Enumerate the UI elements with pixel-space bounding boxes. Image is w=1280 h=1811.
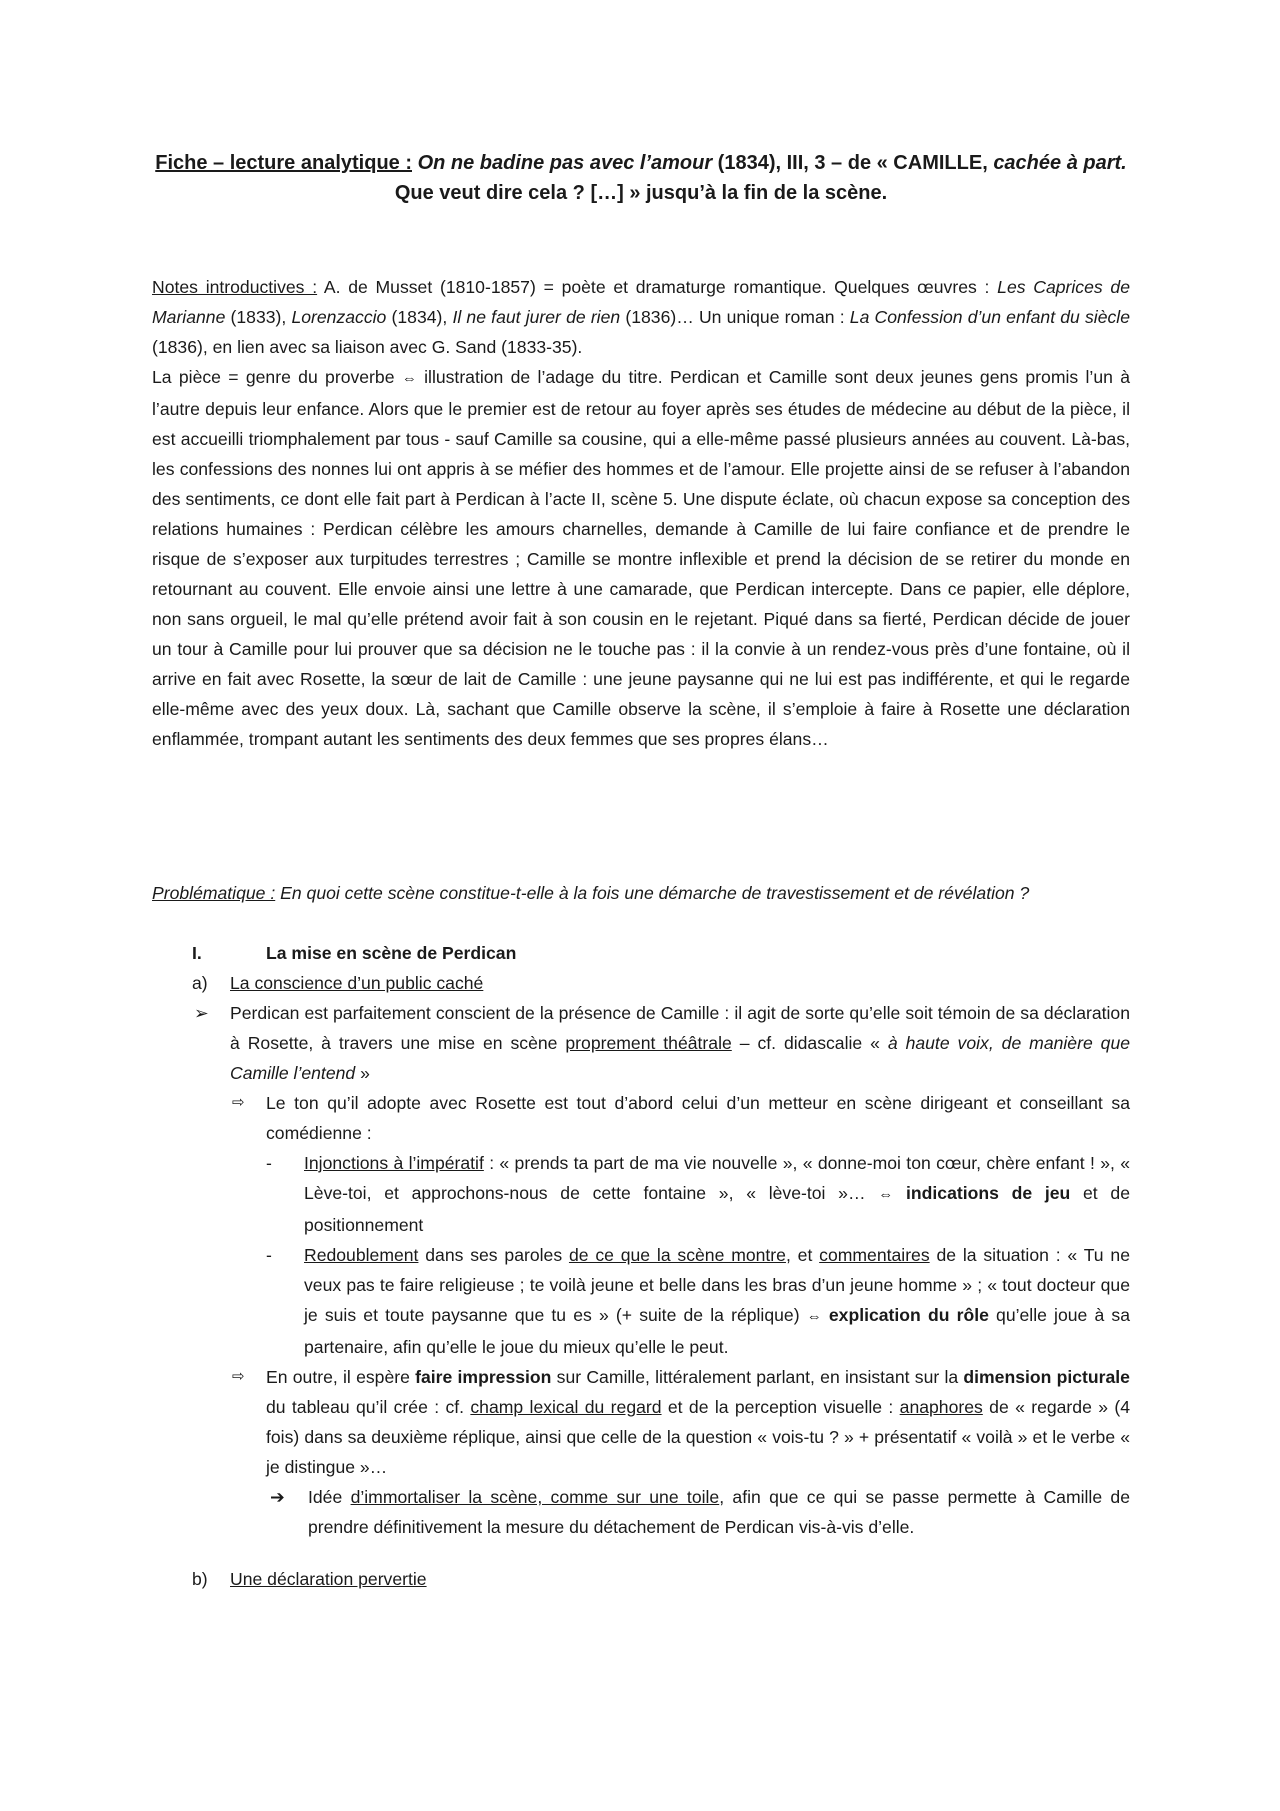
intro-text: (1833), — [225, 307, 292, 327]
problem-statement — [152, 878, 1130, 908]
double-arrow-icon: ⇔ — [401, 370, 417, 387]
intro-text: illustration de l’adage du titre. Perdican et Camille sont deux jeunes gens promis l’un à l’autre depuis leur enfance. Alors que le premier est de retour au foyer après ses études de médecine au début de la pièce, il est accueilli triomphalement par tous - sauf Camille sa cousine, qui a elle-même passé plusieurs années au couvent. Là-bas, les confessions des nonnes lui ont appris à se méfier des hommes et de l’amour. Elle projette ainsi de se refuser à l’abandon des sentiments, ce dont elle fait part à Perdican à l’acte II, scène 5. Une dispute éclate, où chacun expose sa conception des relations humaines : Perdican célèbre les amours charnelles, demande à Camille de lui faire confiance et de prendre le risque de s’exposer aux turpitudes terrestres ; Camille se montre inflexible et prend la décision de se retirer du monde en retournant au couvent. Elle envoie ainsi une lettre à une camarade, que Perdican intercepte. Dans ce papier, elle déplore, non sans orgueil, le mal qu’elle prétend avoir fait à son cousin en le rejetant. Piqué dans sa fierté, Perdican décide de jouer un tour à Camille pour lui prouver que sa décision ne le touche pas : il la convie à un rendez-vous près d’une fontaine, où il arrive en fait avec Rosette, la sœur de lait de Camille : une jeune paysanne qui ne lui est pas indifférente, et qui le regarde elle-même avec des yeux doux. Là, sachant que Camille observe la scène, il s’emploie à faire à Rosette une déclaration enflammée, trompant autant les sentiments des deux femmes que ses propres élans… — [152, 367, 1130, 749]
work-title: Il ne faut jurer de rien — [452, 307, 621, 327]
conclusion-text: Idée d’immortaliser la scène, comme sur une toile, afin que ce qui se passe permette à Camille de prendre définitivement la mesure du détachement de Perdican vis-à-vis d’elle. — [308, 1487, 1130, 1537]
intro-text: La pièce = genre du proverbe — [152, 367, 402, 387]
introduction-section — [152, 272, 1130, 754]
part-number: I. — [192, 943, 202, 963]
intro-text: (1836), en lien avec sa liaison avec G. Sand (1833-35). — [152, 337, 583, 357]
outline-section — [152, 938, 1130, 1594]
subpart-number: a) — [192, 973, 208, 993]
sub-bullet-item — [152, 1362, 1130, 1482]
work-title: Lorenzaccio — [291, 307, 387, 327]
work-title: La Confession d’un enfant du siècle — [849, 307, 1130, 327]
part-1-heading — [152, 938, 1130, 968]
bullet-text: Perdican est parfaitement conscient de la présence de Camille : il agit de sorte qu’elle soit témoin de sa déclaration à Rosette, à travers une mise en scène proprement théâtrale – cf. didascalie « à haute voix, de manière que Camille l’entend » — [230, 1003, 1131, 1083]
intro-label: Notes introductives : — [152, 277, 318, 297]
intro-text: (1836)… Un unique roman : — [620, 307, 850, 327]
intro-paragraph-1 — [152, 272, 1130, 362]
subpart-b-heading — [152, 1564, 1130, 1594]
bold-arrow-icon: ➔ — [270, 1487, 285, 1507]
title-label: Fiche – lecture analytique : — [155, 152, 412, 174]
part-title: La mise en scène de Perdican — [266, 943, 517, 963]
dash-item — [152, 1148, 1130, 1240]
intro-text: A. de Musset (1810-1857) = poète et dramaturge romantique. Quelques œuvres : — [317, 277, 998, 297]
problem-text: En quoi cette scène constitue-t-elle à la fois une démarche de travestissement et de révélation ? — [275, 883, 1030, 903]
dash-item — [152, 1240, 1130, 1362]
bullet-item — [152, 998, 1130, 1088]
outline-arrow-icon: ⇨ — [232, 1094, 245, 1111]
title-reference: (1834), III, 3 – de « CAMILLE, — [712, 152, 994, 174]
dash-text: Injonctions à l’impératif : « prends ta part de ma vie nouvelle », « donne-moi ton cœur, chère enfant ! », « Lève-toi, et approchons-nous de cette fontaine », « lève-toi »… ⇔ indications de jeu et de positionnement — [304, 1153, 1131, 1235]
title-stage-direction: cachée à part. — [993, 152, 1127, 174]
outline-arrow-icon: ⇨ — [232, 1368, 245, 1385]
dash-marker: - — [266, 1245, 272, 1265]
work-title: Les Caprices de Marianne — [152, 277, 1130, 327]
subpart-number: b) — [192, 1569, 208, 1589]
intro-paragraph-2 — [152, 362, 1130, 754]
subpart-title: La conscience d’un public caché — [230, 973, 484, 993]
problem-label: Problématique : — [152, 883, 276, 903]
sub-bullet-item — [152, 1088, 1130, 1148]
document-title — [152, 148, 1130, 208]
conclusion-item — [152, 1482, 1130, 1542]
sub-bullet-text: En outre, il espère faire impression sur Camille, littéralement parlant, en insistant sur la dimension picturale du tableau qu’il crée : cf. champ lexical du regard et de la perception visuelle : anaphores de « regarde » (4 fois) dans sa deuxième réplique, ainsi que celle de la question « vois-tu ? » + présentatif « voilà » et le verbe « je distingue »… — [266, 1367, 1130, 1477]
dash-text: Redoublement dans ses paroles de ce que la scène montre, et commentaires de la situation : « Tu ne veux pas te faire religieuse ; te voilà jeune et belle dans les bras d’un jeune homme » ; « tout docteur que je suis et toute paysanne que tu es » (+ suite de la réplique) ⇔ explication du rôle qu’elle joue à sa partenaire, afin qu’elle le joue du mieux qu’elle le peut. — [304, 1245, 1131, 1357]
double-arrow-icon: ⇔ — [806, 1308, 822, 1325]
dash-marker: - — [266, 1153, 272, 1173]
sub-bullet-text: Le ton qu’il adopte avec Rosette est tout d’abord celui d’un metteur en scène dirigeant et conseillant sa comédienne : — [266, 1093, 1130, 1143]
arrowhead-bullet-icon: ➢ — [194, 1003, 209, 1023]
subpart-a-heading — [152, 968, 1130, 998]
double-arrow-icon: ⇔ — [878, 1186, 894, 1203]
title-quote-end: Que veut dire cela ? […] » jusqu’à la fin de la scène. — [394, 182, 888, 204]
title-work: On ne badine pas avec l’amour — [417, 152, 713, 174]
subpart-title: Une déclaration pervertie — [230, 1569, 427, 1589]
intro-text: (1834), — [386, 307, 453, 327]
